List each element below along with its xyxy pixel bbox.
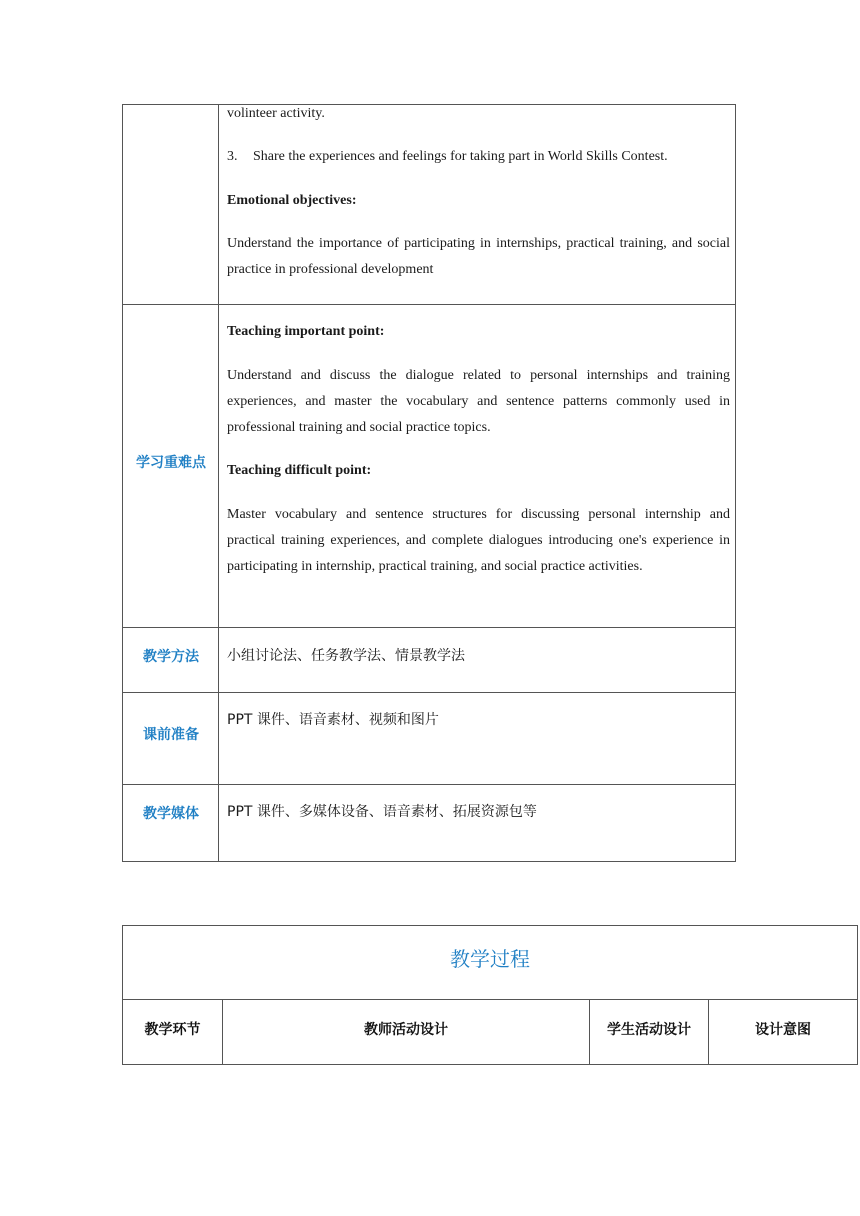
continuation-text: volinteer activity. xyxy=(227,106,325,121)
table-border-top xyxy=(122,925,858,926)
difficult-point-text: Master vocabulary and sentence structures for discussing personal internship and practical training experiences, and complete dialogues introducing one's experience in participating in internship, practical training, and social practice activities. xyxy=(227,507,730,574)
table-border-top xyxy=(122,104,736,105)
table-column-divider xyxy=(218,104,219,862)
header-teaching-stage: 教学环节 xyxy=(144,1022,201,1038)
media-content: PPT 课件、多媒体设备、语音素材、拓展资源包等 xyxy=(227,804,537,820)
table-row-divider xyxy=(122,999,858,1000)
preparation-content: PPT 课件、语音素材、视频和图片 xyxy=(227,712,439,728)
header-student-activity: 学生活动设计 xyxy=(607,1022,691,1038)
difficult-point-heading: Teaching difficult point: xyxy=(227,463,372,478)
objective-item-number: 3. xyxy=(227,149,238,164)
table-row-divider xyxy=(122,304,736,305)
methods-content: 小组讨论法、任务教学法、情景教学法 xyxy=(227,648,465,664)
table-row-divider xyxy=(122,627,736,628)
header-teacher-activity: 教师活动设计 xyxy=(364,1022,448,1038)
methods-label: 教学方法 xyxy=(143,649,199,665)
emotional-objectives-heading: Emotional objectives: xyxy=(227,193,357,208)
table-row-divider xyxy=(122,692,736,693)
important-point-heading: Teaching important point: xyxy=(227,324,385,339)
emotional-objectives-text: Understand the importance of participating in internships, practical training, and social practice in professional development xyxy=(227,236,730,277)
table-border-bottom xyxy=(122,1064,858,1065)
important-point-text: Understand and discuss the dialogue related to personal internships and training experiences, and master the vocabulary and sentence patterns commonly used in professional training and social practice topics. xyxy=(227,368,730,435)
table-border-right xyxy=(735,104,736,862)
media-label: 教学媒体 xyxy=(143,806,199,822)
process-table-title: 教学过程 xyxy=(450,947,530,971)
table-border-bottom xyxy=(122,861,736,862)
table-border-left xyxy=(122,104,123,862)
header-design-intent: 设计意图 xyxy=(755,1022,811,1038)
preparation-label: 课前准备 xyxy=(143,727,199,743)
table-row-divider xyxy=(122,784,736,785)
key-points-label: 学习重难点 xyxy=(136,455,206,471)
objective-item-text: Share the experiences and feelings for taking part in World Skills Contest. xyxy=(253,149,668,164)
